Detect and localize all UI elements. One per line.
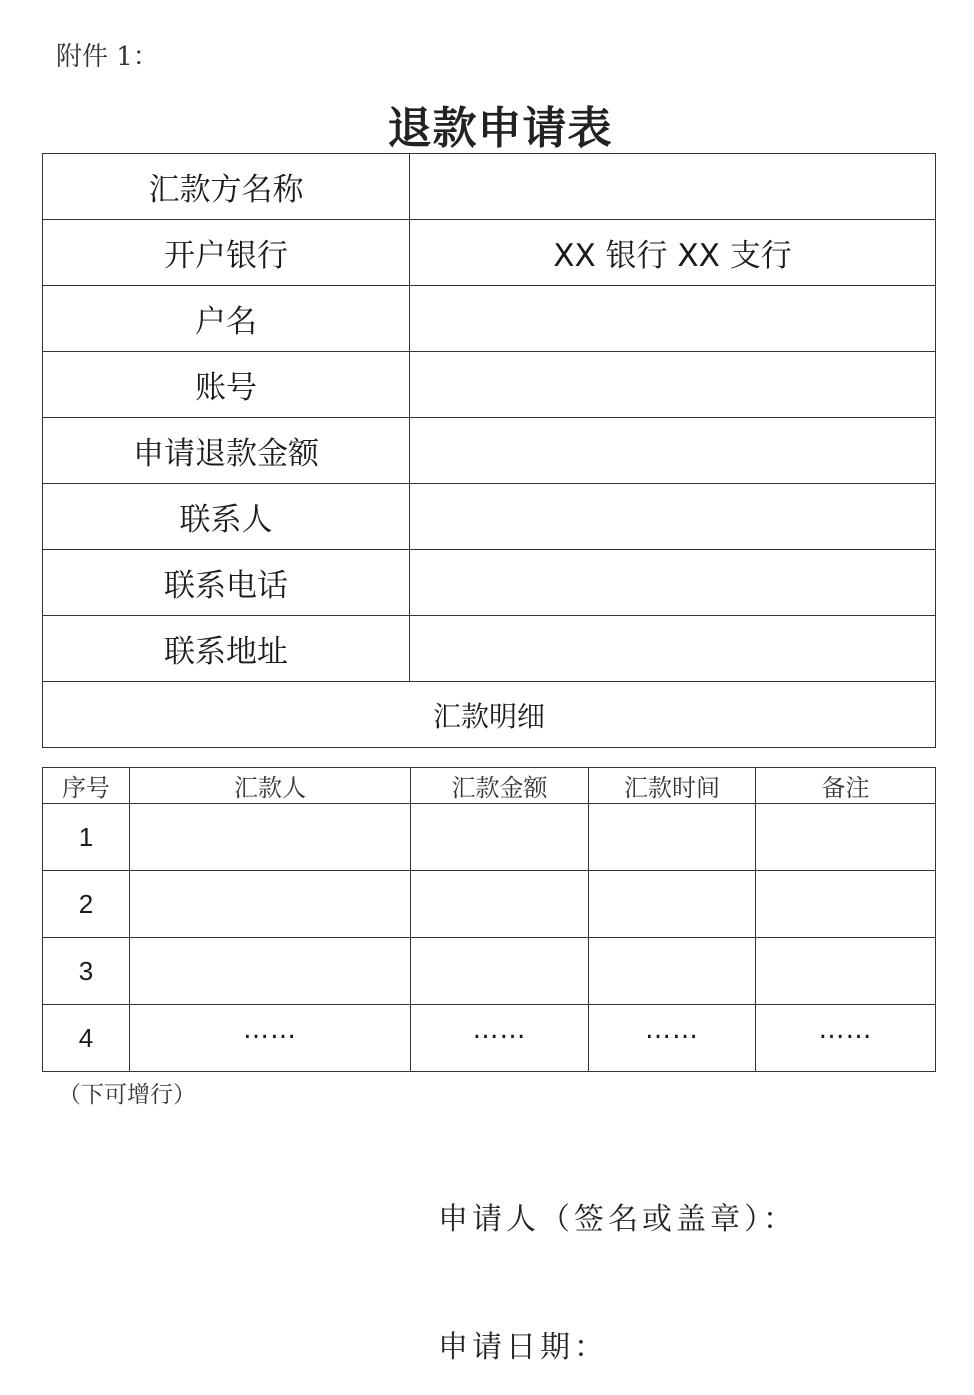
- info-label: 汇款方名称: [43, 154, 410, 220]
- time-field[interactable]: [589, 938, 756, 1005]
- remitter-field[interactable]: [130, 804, 411, 871]
- table-row: [43, 804, 936, 871]
- info-label: 申请退款金额: [43, 418, 410, 484]
- info-row-refund-amount: [43, 418, 936, 484]
- remitter-field[interactable]: ……: [130, 997, 411, 1064]
- table-row: [43, 938, 936, 1005]
- amount-field[interactable]: ……: [411, 997, 589, 1064]
- note-field[interactable]: [756, 804, 936, 871]
- column-header-time: 汇款时间: [589, 768, 756, 804]
- remitter-field[interactable]: [130, 871, 411, 938]
- column-header-amount: 汇款金额: [411, 768, 589, 804]
- info-value-field[interactable]: [410, 616, 936, 682]
- row-seq: 4: [43, 1005, 130, 1072]
- info-label: 开户银行: [43, 220, 410, 286]
- info-label: 联系地址: [43, 616, 410, 682]
- row-seq: 2: [43, 871, 130, 938]
- detail-section-row: [43, 682, 936, 748]
- application-date-label: 申请日期：: [438, 1330, 608, 1365]
- detail-header-row: [43, 768, 936, 804]
- table-row: [43, 871, 936, 938]
- info-row-account-number: [43, 352, 936, 418]
- info-value-field[interactable]: [410, 550, 936, 616]
- note-field[interactable]: [756, 938, 936, 1005]
- info-row-contact-person: [43, 484, 936, 550]
- info-label: 联系人: [43, 484, 410, 550]
- time-field[interactable]: [589, 804, 756, 871]
- column-header-note: 备注: [756, 768, 936, 804]
- detail-section-title: 汇款明细: [43, 682, 936, 748]
- amount-field[interactable]: [411, 804, 589, 871]
- info-label: 联系电话: [43, 550, 410, 616]
- column-header-remitter: 汇款人: [130, 768, 411, 804]
- add-rows-note: （下可增行）: [58, 1082, 196, 1108]
- info-value-field[interactable]: [410, 286, 936, 352]
- info-value-field[interactable]: [410, 154, 936, 220]
- remittance-detail-table: [42, 767, 936, 1072]
- info-label: 户名: [43, 286, 410, 352]
- info-value-field[interactable]: [410, 484, 936, 550]
- attachment-label: 附件 1：: [56, 42, 159, 72]
- row-seq: 1: [43, 804, 130, 871]
- amount-field[interactable]: [411, 938, 589, 1005]
- column-header-seq: 序号: [43, 768, 130, 804]
- note-field[interactable]: ……: [756, 997, 936, 1064]
- info-value-field[interactable]: XX 银行 XX 支行: [410, 220, 936, 286]
- info-row-contact-phone: [43, 550, 936, 616]
- remitter-field[interactable]: [130, 938, 411, 1005]
- info-row-contact-address: [43, 616, 936, 682]
- row-seq: 3: [43, 938, 130, 1005]
- applicant-info-table: [42, 153, 936, 748]
- applicant-signature-label: 申请人（签名或盖章）：: [438, 1202, 797, 1237]
- info-value-field[interactable]: [410, 352, 936, 418]
- note-field[interactable]: [756, 871, 936, 938]
- time-field[interactable]: ……: [589, 997, 756, 1064]
- info-label: 账号: [43, 352, 410, 418]
- info-row-bank: [43, 220, 936, 286]
- info-value-field[interactable]: [410, 418, 936, 484]
- page-title: 退款申请表: [387, 103, 613, 154]
- info-row-account-name: [43, 286, 936, 352]
- info-row-remitter-name: [43, 154, 936, 220]
- amount-field[interactable]: [411, 871, 589, 938]
- time-field[interactable]: [589, 871, 756, 938]
- table-row: [43, 1005, 936, 1072]
